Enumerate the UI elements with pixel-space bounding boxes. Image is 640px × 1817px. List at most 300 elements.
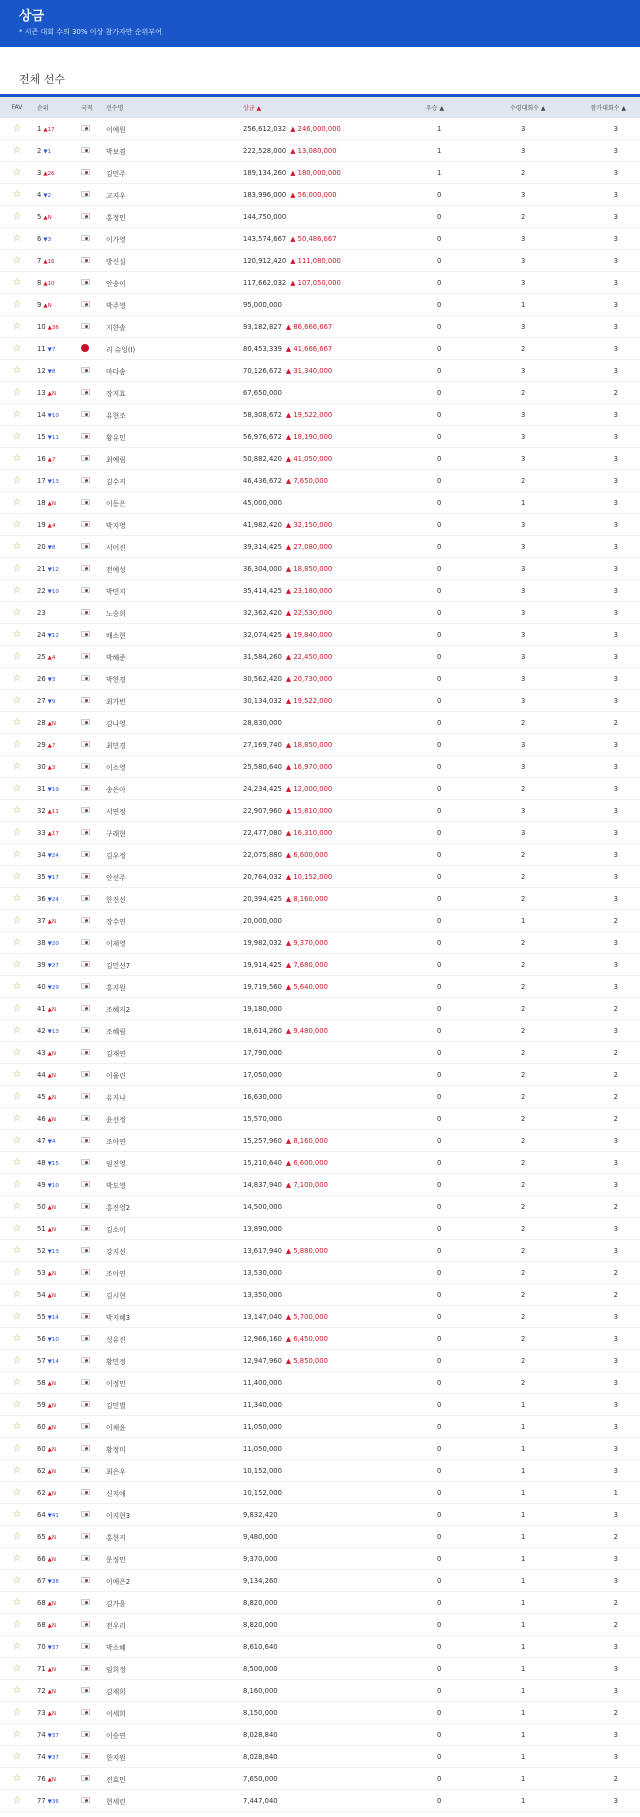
favorite-star-icon[interactable]: ☆ xyxy=(12,1618,22,1630)
player-name-link[interactable]: 임진영 xyxy=(106,1159,126,1168)
table-row[interactable] xyxy=(0,580,640,602)
favorite-star-icon[interactable]: ☆ xyxy=(12,1574,22,1586)
prize-amount: 13,530,000 xyxy=(243,1268,282,1277)
korea-flag-icon xyxy=(81,1555,90,1561)
favorite-star-icon[interactable]: ☆ xyxy=(12,408,22,420)
table-row[interactable] xyxy=(0,294,640,316)
favorite-star-icon[interactable]: ☆ xyxy=(12,936,22,948)
favorite-star-icon[interactable]: ☆ xyxy=(12,1530,22,1542)
table-row[interactable] xyxy=(0,1680,640,1702)
rank-change: ▲N xyxy=(47,1424,57,1431)
favorite-star-icon[interactable]: ☆ xyxy=(12,1640,22,1652)
rank-change-value: N xyxy=(47,302,52,309)
favorite-star-icon[interactable]: ☆ xyxy=(12,826,22,838)
player-name-link[interactable]: 장수연 xyxy=(106,917,126,926)
favorite-star-icon[interactable]: ☆ xyxy=(12,1068,22,1080)
favorite-star-icon[interactable]: ☆ xyxy=(12,958,22,970)
table-row[interactable] xyxy=(0,228,640,250)
player-name-link[interactable]: 한지원 xyxy=(106,1753,126,1762)
favorite-star-icon[interactable]: ☆ xyxy=(12,782,22,794)
table-row[interactable] xyxy=(0,1284,640,1306)
contests-count: 2 xyxy=(521,1246,526,1255)
player-name-link[interactable]: 현세린 xyxy=(106,1797,126,1806)
table-row[interactable] xyxy=(0,1614,640,1636)
korea-flag-icon xyxy=(81,675,90,681)
contests-count: 1 xyxy=(521,1532,526,1541)
rank-value: 77 xyxy=(37,1796,46,1805)
favorite-star-icon[interactable]: ☆ xyxy=(12,760,22,772)
favorite-star-icon[interactable]: ☆ xyxy=(12,1310,22,1322)
player-name-link[interactable]: 이율린 xyxy=(106,1071,126,1080)
table-row[interactable] xyxy=(0,756,640,778)
table-row[interactable] xyxy=(0,1196,640,1218)
table-row[interactable] xyxy=(0,602,640,624)
player-name-link[interactable]: 이가영 xyxy=(106,235,126,244)
favorite-star-icon[interactable]: ☆ xyxy=(12,848,22,860)
player-name-link[interactable]: 홍현지 xyxy=(106,1533,126,1542)
rank-change: ▲3 xyxy=(47,764,56,771)
favorite-star-icon[interactable]: ☆ xyxy=(12,628,22,640)
table-row[interactable] xyxy=(0,844,640,866)
prize-amount: 19,982,032 xyxy=(243,938,282,947)
header-contests-sort[interactable]: 수령대회수 ▲ xyxy=(510,105,546,112)
favorite-star-icon[interactable]: ☆ xyxy=(12,1794,22,1806)
player-name-link[interactable]: 김민별 xyxy=(106,1401,126,1410)
table-row[interactable] xyxy=(0,558,640,580)
player-name-link[interactable]: 박민지 xyxy=(106,587,126,596)
rank-change-value: N xyxy=(51,1402,57,1409)
favorite-star-icon[interactable]: ☆ xyxy=(12,584,22,596)
table-row[interactable] xyxy=(0,1438,640,1460)
player-name-link[interactable]: 박도영 xyxy=(106,1181,126,1190)
table-row[interactable] xyxy=(0,1042,640,1064)
favorite-star-icon[interactable]: ☆ xyxy=(12,1156,22,1168)
prize-gain-value: 23,180,000 xyxy=(293,586,333,595)
table-row[interactable] xyxy=(0,1020,640,1042)
player-name-link[interactable]: 박현경 xyxy=(106,675,126,684)
favorite-star-icon[interactable]: ☆ xyxy=(12,452,22,464)
favorite-star-icon[interactable]: ☆ xyxy=(12,496,22,508)
player-name-link[interactable]: 김민선7 xyxy=(106,961,131,970)
favorite-star-icon[interactable]: ☆ xyxy=(12,232,22,244)
player-name-link[interactable]: 이세희 xyxy=(106,1709,126,1718)
rank-change: ▼10 xyxy=(47,588,59,595)
player-name-link[interactable]: 구래현 xyxy=(106,829,126,838)
header-prize-sort[interactable]: 상금 ▲ xyxy=(243,105,262,112)
favorite-star-icon[interactable]: ☆ xyxy=(12,320,22,332)
favorite-star-icon[interactable]: ☆ xyxy=(12,1178,22,1190)
korea-flag-icon xyxy=(81,939,90,945)
favorite-star-icon[interactable]: ☆ xyxy=(12,1024,22,1036)
table-row[interactable] xyxy=(0,800,640,822)
player-name-link[interactable]: 유현조 xyxy=(106,411,126,420)
favorite-star-icon[interactable]: ☆ xyxy=(12,430,22,442)
player-name-link[interactable]: 김나영 xyxy=(106,719,126,728)
player-name-link[interactable]: 서어진 xyxy=(106,543,126,552)
player-name-link[interactable]: 전우리 xyxy=(106,1621,126,1630)
player-name-link[interactable]: 이소영 xyxy=(106,763,126,772)
table-row[interactable] xyxy=(0,910,640,932)
wins-count: 0 xyxy=(437,1356,442,1365)
favorite-star-icon[interactable]: ☆ xyxy=(12,1772,22,1784)
favorite-star-icon[interactable]: ☆ xyxy=(12,1596,22,1608)
table-row[interactable] xyxy=(0,404,640,426)
wins-count: 0 xyxy=(437,630,442,639)
rank-change-value: 15 xyxy=(51,1160,59,1167)
table-row[interactable] xyxy=(0,1592,640,1614)
favorite-star-icon[interactable]: ☆ xyxy=(12,1398,22,1410)
rank-change-value: 1 xyxy=(47,148,52,155)
player-name-link[interactable]: 배소현 xyxy=(106,631,126,640)
favorite-star-icon[interactable]: ☆ xyxy=(12,1486,22,1498)
player-name-link[interactable]: 김재희 xyxy=(106,1687,126,1696)
prize-gain: ▲ 16,970,000 xyxy=(285,762,333,771)
player-name-link[interactable]: 홍정민 xyxy=(106,213,126,222)
favorite-star-icon[interactable]: ☆ xyxy=(12,606,22,618)
favorite-star-icon[interactable]: ☆ xyxy=(12,1420,22,1432)
favorite-star-icon[interactable]: ☆ xyxy=(12,1266,22,1278)
rank-change-value: 37 xyxy=(51,1754,59,1761)
korea-flag-icon xyxy=(81,1709,90,1715)
table-row[interactable] xyxy=(0,1372,640,1394)
player-name-link[interactable]: 박지영 xyxy=(106,521,126,530)
table-row[interactable] xyxy=(0,822,640,844)
table-row[interactable] xyxy=(0,1460,640,1482)
player-name-link[interactable]: 고지우 xyxy=(106,191,126,200)
player-name-link[interactable]: 김재연 xyxy=(106,1049,126,1058)
player-name-link[interactable]: 장지효 xyxy=(106,389,126,398)
favorite-star-icon[interactable]: ☆ xyxy=(12,188,22,200)
korea-flag-icon xyxy=(81,1489,90,1495)
player-name-link[interactable]: 강지선 xyxy=(106,1247,126,1256)
favorite-star-icon[interactable]: ☆ xyxy=(12,1354,22,1366)
table-row[interactable] xyxy=(0,514,640,536)
favorite-star-icon[interactable]: ☆ xyxy=(12,892,22,904)
player-name-link[interactable]: 리 슈잉(I) xyxy=(106,345,136,354)
favorite-star-icon[interactable]: ☆ xyxy=(12,364,22,376)
table-row[interactable] xyxy=(0,360,640,382)
favorite-star-icon[interactable]: ☆ xyxy=(12,298,22,310)
favorite-star-icon[interactable]: ☆ xyxy=(12,1002,22,1014)
table-row[interactable] xyxy=(0,1086,640,1108)
favorite-star-icon[interactable]: ☆ xyxy=(12,1200,22,1212)
favorite-star-icon[interactable]: ☆ xyxy=(12,518,22,530)
player-name-link[interactable]: 박혜준 xyxy=(106,653,126,662)
favorite-star-icon[interactable]: ☆ xyxy=(12,210,22,222)
rank-value: 12 xyxy=(37,366,46,375)
table-row[interactable] xyxy=(0,1790,640,1812)
rank-change-value: N xyxy=(51,1666,57,1673)
table-row[interactable] xyxy=(0,1482,640,1504)
table-row[interactable] xyxy=(0,1416,640,1438)
table-row[interactable] xyxy=(0,316,640,338)
player-name-link[interactable]: 박보겸 xyxy=(106,147,126,156)
rank-change: ▲7 xyxy=(47,742,56,749)
player-name-link[interactable]: 유지나 xyxy=(106,1093,126,1102)
player-name-link[interactable]: 전예성 xyxy=(106,565,126,574)
player-name-link[interactable]: 조아연 xyxy=(106,1137,126,1146)
rank-change-value: 11 xyxy=(51,808,59,815)
player-name-link[interactable]: 마다솜 xyxy=(106,367,126,376)
favorite-star-icon[interactable]: ☆ xyxy=(12,562,22,574)
table-row[interactable] xyxy=(0,272,640,294)
favorite-star-icon[interactable]: ☆ xyxy=(12,1288,22,1300)
favorite-star-icon[interactable]: ☆ xyxy=(12,1552,22,1564)
player-name-link[interactable]: 김시현 xyxy=(106,1291,126,1300)
favorite-star-icon[interactable]: ☆ xyxy=(12,144,22,156)
table-row[interactable] xyxy=(0,1768,640,1790)
favorite-star-icon[interactable]: ☆ xyxy=(12,914,22,926)
table-row[interactable] xyxy=(0,1328,640,1350)
table-row[interactable] xyxy=(0,1218,640,1240)
player-name-link[interactable]: 방신실 xyxy=(106,257,126,266)
prize-amount: 17,790,000 xyxy=(243,1048,282,1057)
table-row[interactable] xyxy=(0,668,640,690)
participations-count: 3 xyxy=(613,1334,618,1343)
table-row[interactable] xyxy=(0,1064,640,1086)
player-name-link[interactable]: 이예은2 xyxy=(106,1577,131,1586)
table-row[interactable] xyxy=(0,1746,640,1768)
table-row[interactable] xyxy=(0,954,640,976)
favorite-star-icon[interactable]: ☆ xyxy=(12,870,22,882)
player-name-link[interactable]: 최예림 xyxy=(106,455,126,464)
table-row[interactable] xyxy=(0,536,640,558)
prize-amount: 16,630,000 xyxy=(243,1092,282,1101)
player-name-link[interactable]: 이예원 xyxy=(106,125,126,134)
wins-count: 0 xyxy=(437,1664,442,1673)
favorite-star-icon[interactable]: ☆ xyxy=(12,386,22,398)
player-name-link[interactable]: 박소혜 xyxy=(106,1643,126,1652)
prize-gain: ▲ 20,730,000 xyxy=(285,674,333,683)
korea-flag-icon xyxy=(81,1203,90,1209)
table-row[interactable] xyxy=(0,1526,640,1548)
header-wins-sort[interactable]: 우승 ▲ xyxy=(426,105,445,112)
favorite-star-icon[interactable]: ☆ xyxy=(12,1662,22,1674)
favorite-star-icon[interactable]: ☆ xyxy=(12,672,22,684)
favorite-star-icon[interactable]: ☆ xyxy=(12,1332,22,1344)
player-name-link[interactable]: 조아연 xyxy=(106,1269,126,1278)
rank-value: 11 xyxy=(37,344,46,353)
player-name-link[interactable]: 노승희 xyxy=(106,609,126,618)
table-row[interactable] xyxy=(0,1724,640,1746)
table-row[interactable] xyxy=(0,140,640,162)
prize-amount: 30,562,420 xyxy=(243,674,282,683)
favorite-star-icon[interactable]: ☆ xyxy=(12,980,22,992)
table-row[interactable] xyxy=(0,1350,640,1372)
rank-change: ▲N xyxy=(47,1292,57,1299)
player-name-link[interactable]: 박주영 xyxy=(106,301,126,310)
player-name-link[interactable]: 이정민 xyxy=(106,1379,126,1388)
participations-count: 3 xyxy=(613,1400,618,1409)
player-name-link[interactable]: 신지애 xyxy=(106,1489,126,1498)
favorite-star-icon[interactable]: ☆ xyxy=(12,716,22,728)
participations-count: 3 xyxy=(613,410,618,419)
favorite-star-icon[interactable]: ☆ xyxy=(12,1464,22,1476)
contests-count: 3 xyxy=(521,410,526,419)
table-row[interactable] xyxy=(0,1240,640,1262)
favorite-star-icon[interactable]: ☆ xyxy=(12,540,22,552)
participations-count: 3 xyxy=(613,146,618,155)
rank-value: 62 xyxy=(37,1466,46,1475)
rank-change: ▲N xyxy=(47,1380,57,1387)
participations-count: 3 xyxy=(613,1378,618,1387)
player-name-link[interactable]: 전효민 xyxy=(106,1775,126,1784)
rank-change-value: N xyxy=(51,1380,57,1387)
table-row[interactable] xyxy=(0,470,640,492)
table-row[interactable] xyxy=(0,1306,640,1328)
player-name-link[interactable]: 홍진영2 xyxy=(106,1203,131,1212)
table-row[interactable] xyxy=(0,162,640,184)
wins-count: 0 xyxy=(437,1708,442,1717)
favorite-star-icon[interactable]: ☆ xyxy=(12,1508,22,1520)
korea-flag-icon xyxy=(81,895,90,901)
player-name-link[interactable]: 이제영 xyxy=(106,939,126,948)
prize-gain: ▲ 5,880,000 xyxy=(285,1246,328,1255)
table-row[interactable] xyxy=(0,1636,640,1658)
player-name-link[interactable]: 황유민 xyxy=(106,433,126,442)
favorite-star-icon[interactable]: ☆ xyxy=(12,166,22,178)
player-name-link[interactable]: 김소이 xyxy=(106,1225,126,1234)
player-name-link[interactable]: 최민경 xyxy=(106,741,126,750)
favorite-star-icon[interactable]: ☆ xyxy=(12,1750,22,1762)
player-name-link[interactable]: 김수지 xyxy=(106,477,126,486)
favorite-star-icon[interactable]: ☆ xyxy=(12,1728,22,1740)
contests-count: 3 xyxy=(521,234,526,243)
player-name-link[interactable]: 김민주 xyxy=(106,169,126,178)
table-row[interactable] xyxy=(0,998,640,1020)
table-row[interactable] xyxy=(0,1152,640,1174)
table-row[interactable] xyxy=(0,1262,640,1284)
favorite-star-icon[interactable]: ☆ xyxy=(12,738,22,750)
table-row[interactable] xyxy=(0,184,640,206)
table-row[interactable] xyxy=(0,338,640,360)
participations-count: 3 xyxy=(613,1752,618,1761)
player-name-link[interactable]: 이동은 xyxy=(106,499,126,508)
table-row[interactable] xyxy=(0,1548,640,1570)
table-row[interactable] xyxy=(0,206,640,228)
table-row[interactable] xyxy=(0,624,640,646)
prize-amount: 11,050,000 xyxy=(243,1422,282,1431)
korea-flag-icon xyxy=(81,1775,90,1781)
rank-value: 18 xyxy=(37,498,46,507)
favorite-star-icon[interactable]: ☆ xyxy=(12,694,22,706)
table-row[interactable] xyxy=(0,1658,640,1680)
prize-amount: 8,028,840 xyxy=(243,1730,278,1739)
player-name-link[interactable]: 안선주 xyxy=(106,873,126,882)
rank-change: ▲N xyxy=(47,1556,57,1563)
table-row[interactable] xyxy=(0,1108,640,1130)
favorite-star-icon[interactable]: ☆ xyxy=(12,474,22,486)
table-row[interactable] xyxy=(0,1570,640,1592)
table-row[interactable] xyxy=(0,866,640,888)
table-row[interactable] xyxy=(0,778,640,800)
player-name-link[interactable]: 황정미 xyxy=(106,1445,126,1454)
table-row[interactable] xyxy=(0,118,640,140)
favorite-star-icon[interactable]: ☆ xyxy=(12,1684,22,1696)
prize-amount: 30,134,032 xyxy=(243,696,282,705)
contests-count: 2 xyxy=(521,894,526,903)
favorite-star-icon[interactable]: ☆ xyxy=(12,1706,22,1718)
prize-gain-value: 5,700,000 xyxy=(293,1312,328,1321)
table-row[interactable] xyxy=(0,448,640,470)
player-name-link[interactable]: 김가을 xyxy=(106,1599,126,1608)
favorite-star-icon[interactable]: ☆ xyxy=(12,276,22,288)
korea-flag-icon xyxy=(81,1533,90,1539)
player-name-link[interactable]: 이승연 xyxy=(106,1731,126,1740)
favorite-star-icon[interactable]: ☆ xyxy=(12,650,22,662)
table-row[interactable] xyxy=(0,1394,640,1416)
table-row[interactable] xyxy=(0,1504,640,1526)
favorite-star-icon[interactable]: ☆ xyxy=(12,1112,22,1124)
favorite-star-icon[interactable]: ☆ xyxy=(12,1134,22,1146)
table-row[interactable] xyxy=(0,1174,640,1196)
favorite-star-icon[interactable]: ☆ xyxy=(12,342,22,354)
player-name-link[interactable]: 조혜지2 xyxy=(106,1005,131,1014)
participations-count: 3 xyxy=(613,1026,618,1035)
table-row[interactable] xyxy=(0,690,640,712)
player-name-link[interactable]: 홍지원 xyxy=(106,983,126,992)
player-name-link[interactable]: 안송이 xyxy=(106,279,126,288)
favorite-star-icon[interactable]: ☆ xyxy=(12,1244,22,1256)
table-row[interactable] xyxy=(0,976,640,998)
favorite-star-icon[interactable]: ☆ xyxy=(12,122,22,134)
player-name-link[interactable]: 조혜림 xyxy=(106,1027,126,1036)
player-name-link[interactable]: 임희정 xyxy=(106,1665,126,1674)
table-row[interactable] xyxy=(0,734,640,756)
table-row[interactable] xyxy=(0,382,640,404)
player-name-link[interactable]: 박지혜3 xyxy=(106,1313,131,1322)
player-name-link[interactable]: 이지현3 xyxy=(106,1511,131,1520)
participations-count: 2 xyxy=(613,1114,618,1123)
table-row[interactable] xyxy=(0,250,640,272)
player-name-link[interactable]: 이채윤 xyxy=(106,1423,126,1432)
player-name-link[interactable]: 한진선 xyxy=(106,895,126,904)
contests-count: 2 xyxy=(521,388,526,397)
player-name-link[interactable]: 송은아 xyxy=(106,785,126,794)
rank-value: 2 xyxy=(37,146,42,155)
table-row[interactable] xyxy=(0,1130,640,1152)
table-row[interactable] xyxy=(0,646,640,668)
player-name-link[interactable]: 황민정 xyxy=(106,1357,126,1366)
table-row[interactable] xyxy=(0,492,640,514)
table-row[interactable] xyxy=(0,712,640,734)
rank-change: ▼3 xyxy=(47,676,56,683)
rank-change: ▲N xyxy=(47,1490,57,1497)
table-row[interactable] xyxy=(0,932,640,954)
player-name-link[interactable]: 최가빈 xyxy=(106,697,126,706)
favorite-star-icon[interactable]: ☆ xyxy=(12,1046,22,1058)
favorite-star-icon[interactable]: ☆ xyxy=(12,1090,22,1102)
player-name-link[interactable]: 서연정 xyxy=(106,807,126,816)
player-name-link[interactable]: 문정민 xyxy=(106,1555,126,1564)
table-row[interactable] xyxy=(0,1702,640,1724)
header-participations-sort[interactable]: 참가대회수 ▲ xyxy=(590,105,626,112)
favorite-star-icon[interactable]: ☆ xyxy=(12,254,22,266)
player-name-link[interactable]: 윤선정 xyxy=(106,1115,126,1124)
player-name-link[interactable]: 김우정 xyxy=(106,851,126,860)
player-name-link[interactable]: 지한솔 xyxy=(106,323,126,332)
table-row[interactable] xyxy=(0,426,640,448)
player-name-link[interactable]: 최은우 xyxy=(106,1467,126,1476)
prize-gain: ▲ 22,450,000 xyxy=(285,652,333,661)
favorite-star-icon[interactable]: ☆ xyxy=(12,804,22,816)
favorite-star-icon[interactable]: ☆ xyxy=(12,1376,22,1388)
favorite-star-icon[interactable]: ☆ xyxy=(12,1442,22,1454)
table-row[interactable] xyxy=(0,888,640,910)
rank-change-value: N xyxy=(47,214,52,221)
favorite-star-icon[interactable]: ☆ xyxy=(12,1222,22,1234)
player-name-link[interactable]: 성유진 xyxy=(106,1335,126,1344)
